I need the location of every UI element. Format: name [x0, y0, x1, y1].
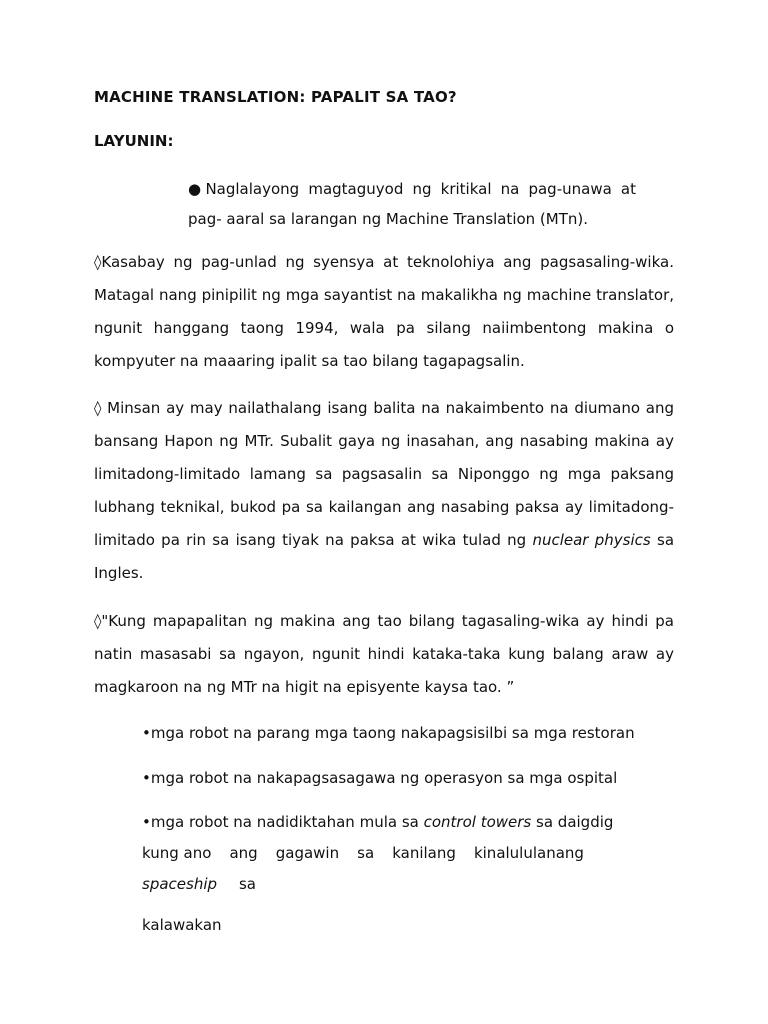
bullet-3-line-2 — [142, 838, 584, 869]
word: kung ano — [142, 844, 212, 862]
bullet-3-italic: control towers — [423, 813, 532, 831]
objective-heading: LAYUNIN: — [94, 132, 174, 150]
word: kinalululanang — [473, 844, 584, 862]
bullet-3-word: sa — [238, 875, 256, 893]
bullet-3-line-3 — [142, 869, 256, 900]
bullet-item-2: •mga robot na nakapagsasagawa ng operasyon sa mga ospital — [142, 769, 618, 787]
word: gagawin — [275, 844, 340, 862]
paragraph-1: ◊Kasabay ng pag-unlad ng syensya at teknolohiya ang pagsasaling-wika. Matagal nang pinipilit ng mga sayantist na makalikha ng machine translator, ngunit hanggang taong 1994, wala pa silang naiimbentong makina o kompyuter na maaaring ipalit sa tao bilang tagapagsalin. — [94, 253, 674, 370]
word: sa — [357, 844, 375, 862]
bullet-3-text-end: sa daigdig — [531, 813, 614, 831]
bullet-3-line-1 — [142, 807, 652, 838]
bullet-3-tail: kalawakan — [142, 916, 222, 934]
bullet-item-1: •mga robot na parang mga taong nakapagsisilbi sa mga restoran — [142, 724, 635, 742]
word: ang — [229, 844, 258, 862]
goal-text: ●Naglalayong magtaguyod ng kritikal na pag-unawa at pag- aaral sa larangan ng Machine Translation (MTn). — [188, 180, 636, 228]
word: kanilang — [392, 844, 456, 862]
bullet-3-text: •mga robot na nadidiktahan mula sa — [142, 813, 424, 831]
paragraph-2-end: sa Ingles. — [94, 531, 675, 582]
paragraph-2-italic: nuclear physics — [532, 531, 651, 549]
paragraph-3: ◊"Kung mapapalitan ng makina ang tao bilang tagasaling-wika ay hindi pa natin masasabi sa ngayon, ngunit hindi kataka-taka kung balang araw ay magkaroon na ng MTr na higit na episyente kaysa tao. ” — [94, 612, 674, 696]
bullet-item-3 — [142, 807, 652, 900]
bullet-3-italic-2: spaceship — [142, 875, 218, 893]
document-title: MACHINE TRANSLATION: PAPALIT SA TAO? — [94, 88, 457, 106]
paragraph-2 — [94, 392, 674, 590]
paragraph-2-text: ◊ Minsan ay may nailathalang isang balita na nakaimbento na diumano ang bansang Hapon ng MTr. Subalit gaya ng inasahan, ang nasabing makina ay limitadong-limitado lamang sa pagsasalin sa Niponggo ng mga paksang lubhang teknikal, bukod pa sa kailangan ang nasabing paksa ay limitadong-limitado pa rin sa isang tiyak na paksa at wika tulad ng — [94, 399, 674, 549]
